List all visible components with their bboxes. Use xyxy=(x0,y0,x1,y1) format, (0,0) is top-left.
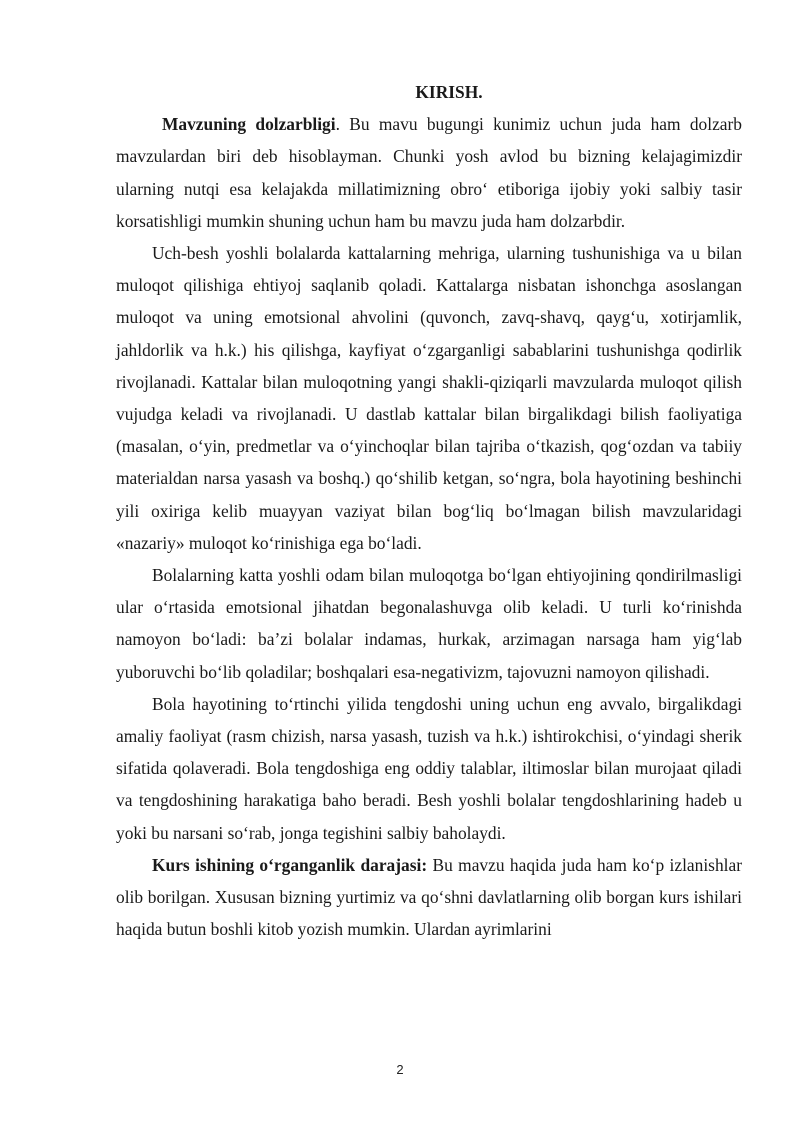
page-number: 2 xyxy=(396,1062,404,1077)
paragraph-communication-adults: Uch-besh yoshli bolalarda kattalarning mehriga, ularning tushunishiga va u bilan muloqot qilishiga ehtiyoj saqlanib qoladi. Kattalarga nisbatan ishonchga asoslangan muloqot va uning emotsional ahvolini (quvonch, zavq-shavq, qayg‘u, xotirjamlik, jahldorlik va h.k.) his qilishga, kayfiyat o‘zgarganligi sabablarini tushunishga qodirlik rivojlanadi. Kattalar bilan muloqotning yangi shakli-qiziqarli mavzularda muloqot qilish vujudga keladi va rivojlanadi. U dastlab kattalar bilan birgalikdagi bilish faoliyatiga (masalan, o‘yin, predmetlar va o‘yinchoqlar bilan tajriba o‘tkazish, qog‘ozdan va tabiiy materialdan narsa yasash va boshq.) qo‘shilib ketgan, so‘ngra, bola hayotining beshinchi yili oxiriga kelib muayyan vaziyat bilan bog‘liq bo‘lmagan bilish mavzularidagi «nazariy» muloqot ko‘rinishiga ega bo‘ladi. xyxy=(116,243,742,553)
page-title: KIRISH. xyxy=(415,82,483,102)
paragraph-relevance xyxy=(116,108,742,237)
paragraph-emotional-alienation: Bolalarning katta yoshli odam bilan muloqotga bo‘lgan ehtiyojining qondirilmasligi ular o‘rtasida emotsional jihatdan begonalashuvga olib keladi. U turli ko‘rinishda namoyon bo‘ladi: ba’zi bolalar indamas, hurkak, arzimagan narsaga ham yig‘lab yuboruvchi bo‘lib qoladilar; boshqalari esa-negativizm, tajovuzni namoyon qilishadi. xyxy=(116,565,742,682)
paragraph-text-relevance: . Bu mavu bugungi kunimiz uchun juda ham dolzarb mavzulardan biri deb hisoblayman. Chunki yosh avlod bu bizning kelajagimizdir ularning nutqi esa kelajakda millatimizning obro‘ etiboriga ijobiy yoki salbiy tasir korsatishligi mumkin shuning uchun ham bu mavzu juda ham dolzarbdir. xyxy=(116,114,743,231)
paragraph-lead-relevance: Mavzuning dolzarbligi xyxy=(162,114,336,135)
document-page xyxy=(116,76,742,945)
paragraph-peer-interaction: Bola hayotining to‘rtinchi yilida tengdoshi uning uchun eng avvalo, birgalikdagi amaliy faoliyat (rasm chizish, narsa yasash, tuzish va h.k.) ishtirokchisi, o‘yindagi sherik sifatida qolaveradi. Bola tengdoshiga eng oddiy talablar, iltimoslar bilan murojaat qiladi va tengdoshining harakatiga baho beradi. Besh yoshli bolalar tengdoshlarining hadeb u yoki bu narsani so‘rab, jonga tegishini salbiy baholaydi. xyxy=(116,693,742,843)
paragraph-lead-research-level: Kurs ishining o‘rganganlik darajasi: xyxy=(152,854,428,875)
paragraph-text-research-level: Bu mavzu haqida juda ham ko‘p izlanishlar olib borilgan. Xususan bizning yurtimiz va qo‘shni davlatlarning olib borgan kurs ishilari haqida butun boshli kitob yozish mumkin. Ulardan ayrimlarini xyxy=(116,854,742,940)
paragraph-research-level xyxy=(116,849,742,946)
